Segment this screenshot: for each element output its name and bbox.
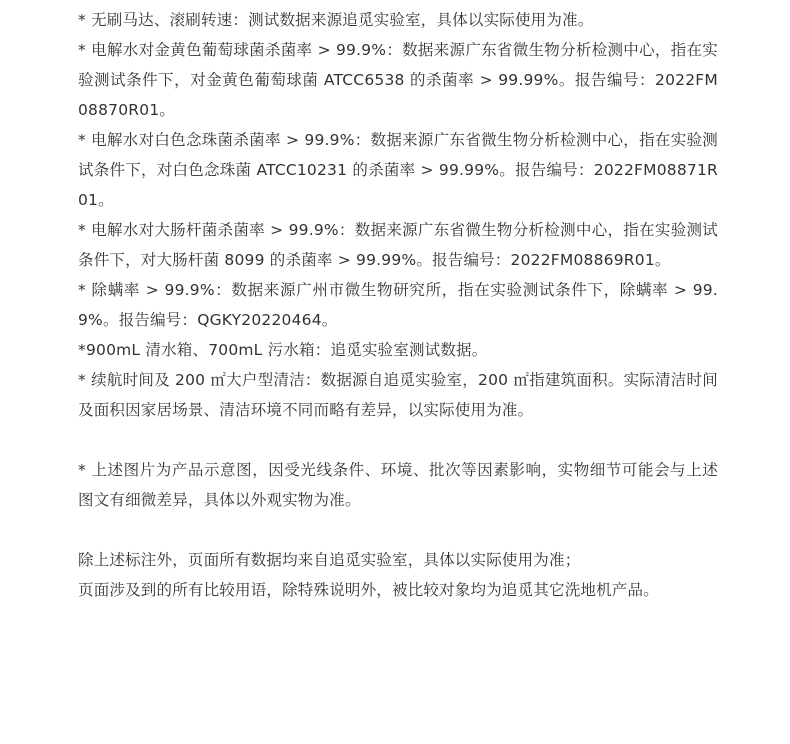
spacer (78, 425, 718, 455)
disclaimer-document (78, 5, 718, 605)
footnote-list (78, 5, 718, 425)
footnote-mite-removal: * 除螨率 > 99.9%：数据来源广州市微生物研究所，指在实验测试条件下，除螨率 > 99.9%。报告编号：QGKY20220464。 (78, 281, 718, 329)
footnote-water-tanks: *900mL 清水箱、700mL 污水箱：追觅实验室测试数据。 (78, 341, 488, 359)
footnote-motor-speed: * 无刷马达、滚刷转速：测试数据来源追觅实验室，具体以实际使用为准。 (78, 11, 594, 29)
footnote-staph-aureus: * 电解水对金黄色葡萄球菌杀菌率 > 99.9%：数据来源广东省微生物分析检测中心，指在实验测试条件下，对金黄色葡萄球菌 ATCC6538 的杀菌率 > 99.99%。报告编号：2022FM08870R01。 (78, 41, 718, 119)
footer-data-source-line: 除上述标注外，页面所有数据均来自追觅实验室，具体以实际使用为准； (78, 551, 581, 569)
image-disclaimer: * 上述图片为产品示意图，因受光线条件、环境、批次等因素影响，实物细节可能会与上述图文有细微差异，具体以外观实物为准。 (78, 461, 718, 509)
footnote-e-coli: * 电解水对大肠杆菌杀菌率 > 99.9%：数据来源广东省微生物分析检测中心，指在实验测试条件下，对大肠杆菌 8099 的杀菌率 > 99.99%。报告编号：2022FM08869R01。 (78, 221, 718, 269)
footnote-battery-life: * 续航时间及 200 ㎡大户型清洁：数据源自追觅实验室，200 ㎡指建筑面积。实际清洁时间及面积因家居场景、清洁环境不同而略有差异，以实际使用为准。 (78, 371, 718, 419)
spacer (78, 515, 718, 545)
footnote-candida: * 电解水对白色念珠菌杀菌率 > 99.9%：数据来源广东省微生物分析检测中心，指在实验测试条件下，对白色念珠菌 ATCC10231 的杀菌率 > 99.99%。报告编号：2022FM08871R01。 (78, 131, 718, 209)
footer-comparison-line: 页面涉及到的所有比较用语，除特殊说明外，被比较对象均为追觅其它洗地机产品。 (78, 581, 659, 599)
